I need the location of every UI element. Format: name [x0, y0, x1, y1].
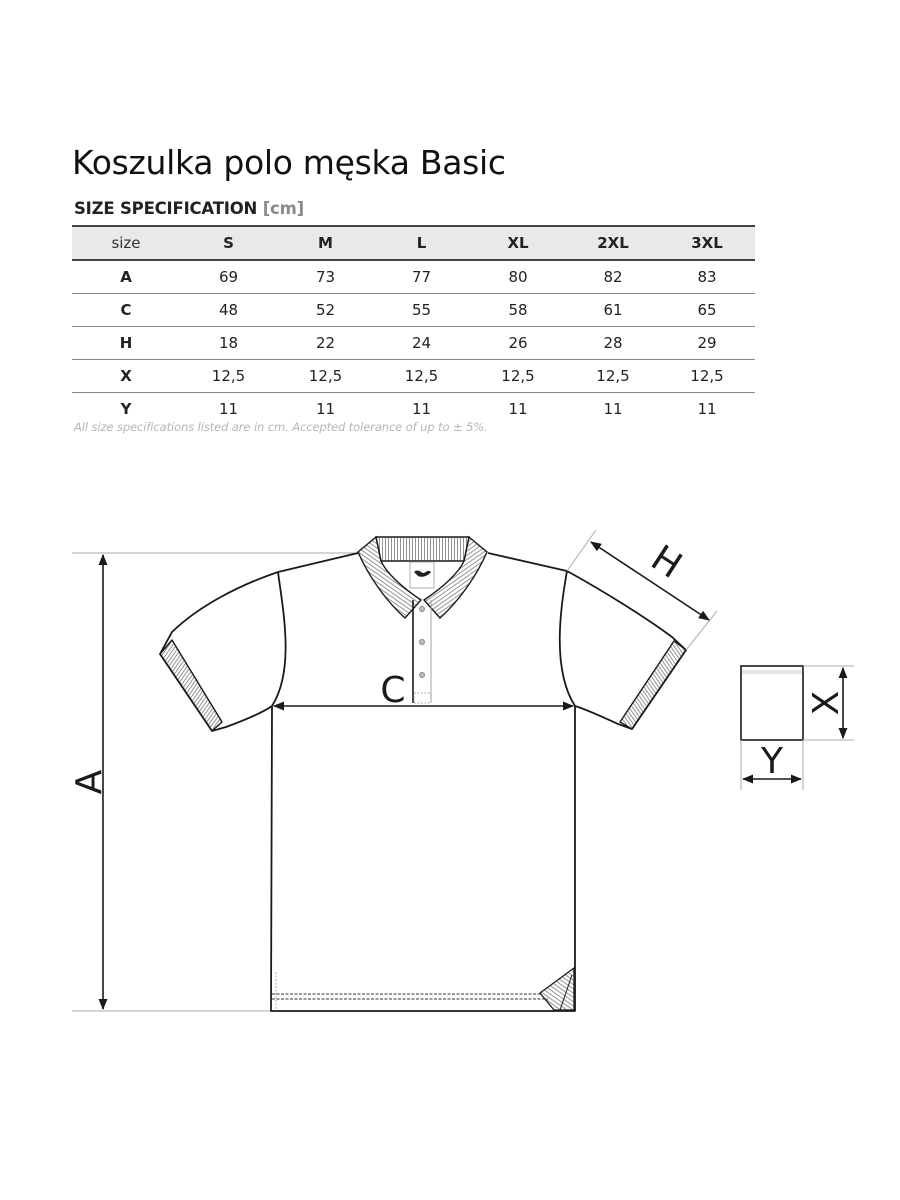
table-cell: 12,5	[469, 360, 567, 393]
table-cell: 26	[469, 327, 567, 360]
table-cell: 65	[659, 294, 755, 327]
table-cell: 69	[180, 260, 277, 294]
row-label: Y	[120, 400, 132, 418]
table-cell: 61	[567, 294, 659, 327]
table-cell: 80	[469, 260, 567, 294]
size-spec-heading-text: SIZE SPECIFICATION	[74, 199, 258, 218]
table-cell: 11	[508, 400, 528, 418]
header-size-l: L	[374, 226, 469, 260]
row-label: H	[72, 327, 180, 360]
table-cell: 29	[659, 327, 755, 360]
table-cell: 12,5	[659, 360, 755, 393]
size-spec-unit: [cm]	[262, 199, 304, 218]
table-cell: 11	[218, 400, 239, 418]
table-cell: 58	[469, 294, 567, 327]
table-cell: 12,5	[374, 360, 469, 393]
chest-label: C	[380, 670, 406, 711]
header-size-3xl: 3XL	[659, 226, 755, 260]
shirt-body	[160, 553, 686, 1011]
table-cell: 12,5	[180, 360, 277, 393]
button-icon	[419, 606, 424, 611]
length-label: A	[69, 769, 110, 795]
button-icon	[419, 639, 424, 644]
pocket-height-label: X	[806, 690, 847, 716]
table-cell: 11	[411, 400, 432, 418]
pocket-dimension	[741, 666, 854, 790]
button-icon	[419, 672, 424, 677]
table-cell: 12,5	[567, 360, 659, 393]
header-size-2xl: 2XL	[567, 226, 659, 260]
header-size-label: size	[72, 226, 180, 260]
table-cell: 11	[603, 400, 623, 418]
tolerance-note: All size specifications listed are in cm. Accepted tolerance of up to ± 5%.	[74, 420, 488, 434]
table-cell: 82	[567, 260, 659, 294]
table-cell: 24	[374, 327, 469, 360]
pocket-width-label: Y	[761, 741, 783, 782]
header-size-xl: XL	[469, 226, 567, 260]
table-cell: 83	[659, 260, 755, 294]
header-size-m: M	[277, 226, 374, 260]
table-cell: 12,5	[277, 360, 374, 393]
table-cell: 28	[567, 327, 659, 360]
sleeve-label: H	[643, 537, 689, 587]
table-cell: 18	[180, 327, 277, 360]
table-cell: 11	[315, 400, 336, 418]
table-cell: 55	[374, 294, 469, 327]
header-size-s: S	[180, 226, 277, 260]
table-cell: 11	[697, 400, 717, 418]
row-label: A	[72, 260, 180, 294]
row-label: C	[72, 294, 180, 327]
table-cell: 77	[374, 260, 469, 294]
row-label: X	[72, 360, 180, 393]
table-cell: 52	[277, 294, 374, 327]
placket	[413, 600, 431, 703]
pocket-shape	[741, 666, 803, 740]
page-title: Koszulka polo męska Basic	[72, 143, 506, 182]
table-cell: 73	[277, 260, 374, 294]
table-cell: 22	[277, 327, 374, 360]
collar	[358, 537, 487, 618]
table-cell: 48	[180, 294, 277, 327]
